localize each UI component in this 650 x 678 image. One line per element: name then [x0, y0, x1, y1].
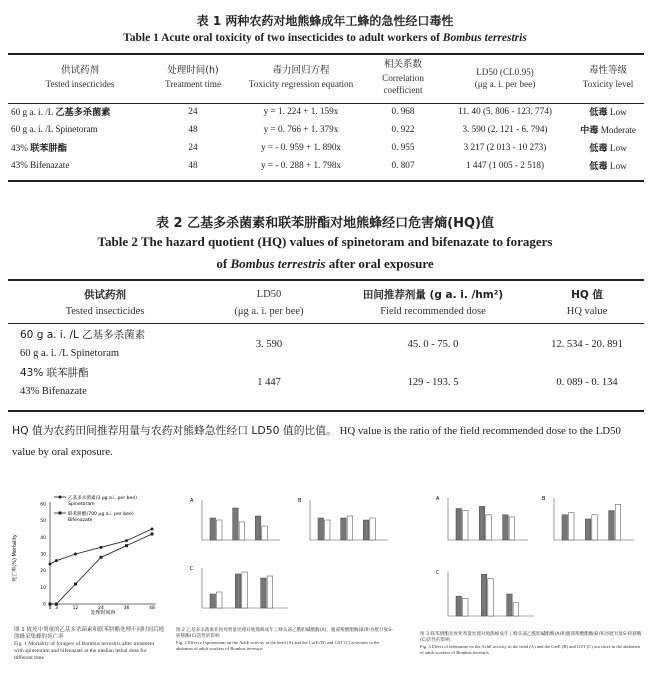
svg-text:B: B [298, 498, 302, 504]
t1-row [8, 156, 644, 174]
table2-note: HQ 值为农药田间推荐用量与农药对熊蜂急性经口 LD50 值的比值。 HQ value is the ratio of the field recommended dose to the LD50 value by oral exposure. [12, 424, 621, 458]
bar [481, 574, 486, 616]
bar [341, 518, 347, 540]
fig1-xlabel: 处理时间/h [90, 610, 116, 616]
t1-cell-insecticide: 43% Bifenazate [11, 160, 70, 170]
fig1-xtick: 48 [149, 606, 155, 611]
t1-header-level: 毒性等级 Toxicity level [582, 65, 634, 90]
fig1-point-a [100, 546, 103, 549]
table2-title-en-line1: Table 2 The hazard quotient (HQ) values of spinetoram and bifenazate to foragers [97, 234, 553, 249]
bar [509, 517, 515, 540]
t1-cell-equation: y = 0. 766 + 1. 379x [263, 124, 339, 134]
figure3-chart [420, 486, 642, 626]
bar [463, 598, 469, 616]
bar-panel [190, 566, 288, 608]
fig1-ytick: 40 [40, 535, 46, 541]
fig1-xtick: 0 [48, 606, 52, 611]
bar [488, 579, 494, 616]
t1-cell-r: 0. 807 [391, 160, 415, 170]
t1-cell-equation: y = - 0. 288 + 1. 798x [260, 160, 342, 170]
fig1-point-a [125, 539, 128, 542]
svg-text:A: A [190, 498, 194, 504]
t1-cell-insecticide: 43% 联苯肼酯 [11, 143, 67, 154]
fig1-point-b [74, 583, 77, 586]
table1-title-cn: 表 1 两种农药对地熊蜂成年工蜂的急性经口毒性 [196, 14, 454, 28]
table1-bottom-rule [8, 180, 644, 182]
table2-bottom-rule [8, 410, 644, 412]
table2 [8, 282, 644, 402]
t2-cell-ld50: 3. 590 [255, 339, 283, 351]
fig1-point-a [74, 553, 77, 556]
t1-header-time: 处理时间(h) Treatment time [164, 65, 222, 90]
fig1-xtick: 36 [123, 606, 130, 611]
figure1-chart [6, 488, 162, 618]
bar [456, 509, 462, 541]
fig1-point-a [49, 563, 52, 566]
bar [239, 522, 245, 540]
fig1-point-b [49, 603, 52, 606]
t1-cell-ld50: 3. 590 (2. 121 - 6. 794) [462, 124, 548, 134]
svg-text:A: A [436, 496, 440, 502]
bar [255, 516, 261, 540]
fig1-ytick: 50 [40, 519, 46, 525]
table2-mid-rule [8, 323, 644, 324]
bar [503, 515, 509, 540]
bar [456, 596, 462, 616]
bar [267, 576, 273, 608]
fig1-legend-a: 乙基多杀菌素(3 μg a.i. per bee) [68, 496, 137, 501]
t2-cell-insecticide: 43% 联苯肼酯 43% Bifenazate [20, 367, 89, 397]
bar-panel [190, 498, 280, 540]
t1-cell-ld50: 1 447 (1 005 - 2 518) [465, 160, 545, 170]
t1-row [8, 120, 644, 138]
bar [325, 520, 331, 540]
bar [210, 594, 216, 608]
bar [569, 513, 575, 540]
fig1-point-b [151, 533, 154, 536]
bar [507, 594, 513, 616]
t2-cell-insecticide: 60 g a. i. /L 乙基多杀菌素 60 g a. i. /L Spinetoram [20, 329, 146, 359]
t1-cell-level: 低毒 Low [589, 161, 627, 172]
t1-cell-ld50: 11. 40 (5. 806 - 123. 774) [458, 106, 552, 116]
figure3-caption: 图 3 联苯肼酯亚致死剂量处理对地熊蜂成年工蜂头部乙酰胆碱酯酶(A)和腹部羧酸酯酶(B)和谷胱甘肽S-转移酶(C)活性的影响 Fig. 3 Effect of bifenazate on the AchE activity in the head (A) and the CarE (B) and GST (C) activities in the abdomen of adult workers of Bombus terrestris [420, 632, 642, 655]
t1-cell-time: 24 [188, 142, 198, 152]
svg-text:C: C [190, 566, 194, 572]
t1-header-correlation: 相关系数 Correlation coefficient [382, 59, 424, 96]
fig1-ytick: 0 [43, 602, 46, 608]
bar [318, 518, 324, 540]
table2-top-rule [8, 279, 644, 281]
bar-panel [436, 570, 534, 616]
bar-panel [298, 498, 388, 540]
figure2-caption: 图 2 乙基多杀菌素亚致死剂量处理对地熊蜂成年工蜂头部乙酰胆碱酯酶(A)、腹部羧酸酯酶(B)和谷胱甘肽S-转移酶(C)活性的影响 Fig. 2 Effect of spinetoram on the AchE activity in the head (A) and the CarE (B) and GST (C) activities in the abdomen of adult workers of Bombus terrestris [176, 628, 393, 651]
fig1-ylabel: 死亡率(%) Mortality [12, 534, 18, 582]
table1-mid-rule [8, 103, 644, 104]
t2-row [8, 326, 644, 364]
t1-header-ld50: LD50 (CL0.95) (μg a. i. per bee) [474, 66, 536, 89]
t2-cell-hq: 12. 534 - 20. 891 [551, 339, 623, 351]
bar [486, 515, 492, 540]
bar [363, 520, 369, 540]
fig1-legend-b-en: Bifenazate [68, 518, 93, 523]
bar [262, 526, 268, 540]
fig1-ytick: 10 [40, 585, 46, 591]
fig1-point-a [55, 559, 58, 562]
bar [347, 516, 353, 540]
bar [513, 603, 519, 616]
bar [261, 578, 267, 608]
t2-cell-dose: 129 - 193. 5 [407, 377, 459, 389]
bar [217, 592, 223, 608]
table1-title-en: Table 1 Acute oral toxicity of two insecticides to adult workers of Bombus terrestris [123, 32, 527, 44]
fig1-point-b [125, 544, 128, 547]
t2-header-hq: HQ 值 HQ value [566, 289, 608, 317]
t1-cell-time: 48 [188, 124, 198, 134]
bar-panel [542, 496, 634, 540]
t1-cell-insecticide: 60 g a. i. /L 乙基多杀菌素 [11, 107, 111, 118]
t1-header-insecticide: 供试药剂 Tested insecticides [45, 65, 115, 90]
bar [210, 518, 216, 540]
figure2-chart [176, 492, 396, 622]
bar [592, 515, 598, 540]
t2-cell-hq: 0. 089 - 0. 134 [556, 377, 618, 389]
fig1-point-b [100, 556, 103, 559]
t1-cell-time: 48 [188, 160, 198, 170]
bar [370, 518, 376, 540]
t1-cell-ld50: 3 217 (2 013 - 10 273) [463, 142, 547, 152]
bar [217, 520, 223, 540]
bar [463, 511, 469, 540]
svg-text:B: B [542, 496, 546, 502]
t2-cell-dose: 45. 0 - 75. 0 [407, 339, 459, 351]
svg-text:C: C [436, 570, 440, 576]
bar-panel [436, 496, 528, 540]
fig1-xtick: 3 [54, 606, 58, 611]
fig1-xtick: 24 [98, 606, 104, 611]
table1 [8, 54, 644, 174]
t1-cell-r: 0. 922 [391, 124, 415, 134]
t2-header-dose: 田间推荐剂量 (g a. i. /hm²) Field recommended dose [362, 289, 504, 317]
t1-cell-time: 24 [188, 106, 198, 116]
fig1-point-a [151, 528, 154, 531]
bar [562, 515, 568, 540]
t2-row [8, 364, 644, 402]
t1-cell-r: 0. 968 [391, 106, 415, 116]
bar [235, 574, 241, 608]
bar [242, 572, 248, 608]
fig1-ytick: 20 [40, 569, 46, 575]
t1-row [8, 138, 644, 156]
t1-cell-equation: y = - 0. 959 + 1. 890x [260, 142, 342, 152]
fig1-ytick: 60 [40, 502, 46, 508]
fig1-xtick: 12 [72, 606, 79, 611]
t1-row [8, 102, 644, 120]
t2-cell-ld50: 1 447 [257, 377, 281, 389]
table2-title-en-line2: of Bombus terrestris after oral exposure [216, 256, 434, 271]
t1-cell-insecticide: 60 g a. i. /L Spinetoram [11, 124, 98, 134]
t1-cell-equation: y = 1. 224 + 1. 159x [263, 106, 339, 116]
t1-cell-level: 低毒 Low [589, 143, 627, 154]
fig1-ytick: 30 [40, 552, 46, 558]
t1-cell-level: 中毒 Moderate [580, 125, 636, 136]
fig1-legend-a-en: Spinetoram [68, 502, 95, 507]
t2-header-insecticide: 供试药剂 Tested insecticides [65, 289, 145, 317]
bar [479, 506, 484, 540]
table2-title-cn: 表 2 乙基多杀菌素和联苯肼酯对地熊蜂经口危害熵(HQ)值 [156, 216, 494, 231]
bar [585, 519, 591, 540]
bar [233, 508, 239, 540]
figure1-caption: 图 1 致死中剂量的乙基多杀菌素和联苯肼酯处理不同时间后地熊蜂采集蜂的死亡率 Fig. 1 Mortality of foragers of Bombus terrestris after treatment with spinetoram and bifenazate at the median lethal dose for different time [14, 627, 164, 661]
fig1-legend-b: 联苯肼酯(700 μg a.i. per bee) [68, 512, 134, 517]
t1-cell-r: 0. 955 [391, 142, 415, 152]
fig1-point-b [55, 603, 58, 606]
t1-header-equation: 毒力回归方程 Toxicity regression equation [248, 65, 354, 90]
bar [609, 511, 615, 540]
bar [615, 504, 621, 540]
t1-cell-level: 低毒 Low [589, 107, 627, 118]
t2-header-ld50: LD50 (μg a. i. per bee) [234, 289, 304, 317]
